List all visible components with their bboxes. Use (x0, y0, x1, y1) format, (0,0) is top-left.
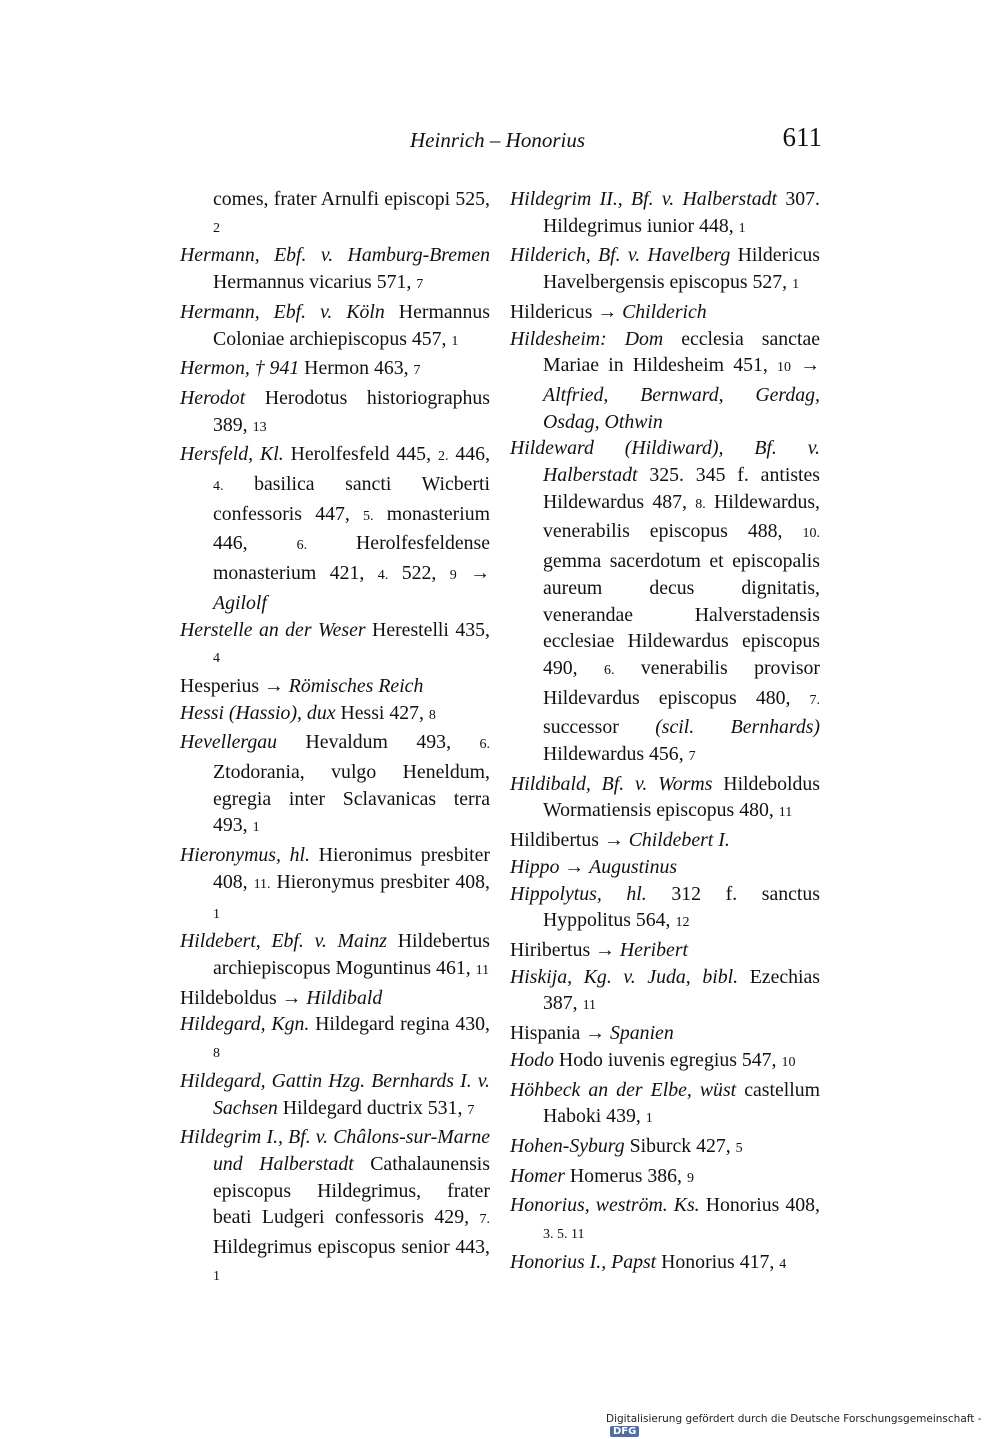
line-reference: 1 (738, 220, 746, 236)
entry-text: Hodo iuvenis egregius 547, (553, 1048, 782, 1071)
entry-text: Hermannus Coloniae archiepiscopus 457, (213, 300, 490, 350)
index-entry (510, 326, 820, 436)
index-entry (180, 1011, 490, 1067)
line-reference: 6. (604, 662, 615, 678)
line-reference: 1 (645, 1111, 653, 1127)
page-header (180, 122, 822, 162)
line-reference: 8 (428, 707, 436, 723)
entry-heading-italic: Hodo (510, 1048, 554, 1071)
entry-text: Hildeboldus → (180, 986, 307, 1009)
entry-text: Hermon 463, (299, 357, 414, 380)
entry-text: Cathalaunensis episcopus Hildegrimus, frater beati Ludgeri confessoris 429, (213, 1152, 490, 1229)
entry-heading-italic: Hermann, Ebf. v. Köln (180, 300, 385, 323)
index-entry (510, 771, 820, 827)
entry-heading-italic: Hildebert, Ebf. v. Mainz (180, 930, 387, 953)
entry-heading-italic: Hildibald, Bf. v. Worms (510, 772, 713, 795)
entry-text: monasterium 446, (213, 502, 490, 555)
entry-text: basilica sancti Wicberti confessoris 447, (213, 473, 490, 525)
entry-text: ecclesia sanctae Mariae in Hildesheim 451, (543, 327, 821, 377)
funding-text: Digitalisierung gefördert durch die Deutsche Forschungsgemeinschaft - (606, 1413, 982, 1425)
entry-heading-italic: Hildesheim: Dom (510, 327, 664, 350)
line-reference: 8 (213, 1046, 220, 1062)
entry-heading-italic: Augustinus (589, 855, 678, 878)
entry-text: Hieronymus presbiter 408, (270, 870, 490, 893)
index-entry (180, 700, 490, 730)
entry-heading-italic: Childebert I. (628, 829, 730, 852)
entry-text: successor (543, 716, 656, 739)
entry-text: 522, (388, 562, 450, 585)
line-reference: 4 (779, 1256, 787, 1272)
entry-text: Hiribertus → (510, 938, 620, 961)
index-entry (180, 242, 490, 298)
entry-text: gemma sacerdotum et episcopalis aureum decus dignitatis, venerandae Halverstadensis ecclesiae Hildewardus episcopus 490, (543, 550, 820, 679)
entry-text: Hispania → (510, 1022, 610, 1045)
entry-heading-italic: Herstelle an der Weser (180, 618, 366, 641)
entry-heading-italic: Hiskija, Kg. v. Juda, bibl. (510, 965, 739, 988)
entry-text: Ezechias 387, (543, 965, 820, 1015)
entry-heading-italic: Hevellergau (180, 731, 278, 754)
index-entry (510, 1192, 820, 1248)
index-entry (180, 186, 490, 242)
entry-text: → (456, 562, 490, 585)
line-reference: 9 (449, 568, 457, 584)
funding-notice (606, 1413, 1000, 1437)
entry-text: 312 f. sanctus Hyppolitus 564, (543, 882, 820, 932)
entry-text: Hildeboldus Wormatiensis episcopus 480, (543, 772, 820, 822)
entry-heading-italic: Hildibald (306, 986, 383, 1009)
index-entry (180, 1124, 490, 1290)
line-reference: 1 (451, 333, 459, 349)
index-entry (510, 854, 820, 881)
entry-heading-italic: Honorius I., Papst (510, 1250, 657, 1273)
line-reference: 10. (802, 526, 820, 542)
entry-text: Hildewardus, venerabilis episcopus 488, (543, 490, 820, 543)
entry-text: 325. 345 f. antistes Hildewardus 487, (543, 464, 820, 513)
entry-text: Hildericus Havelbergensis episcopus 527, (543, 244, 820, 294)
entry-heading-italic: Childerich (622, 300, 707, 323)
entry-text: Herolfesfeld 445, (283, 443, 438, 466)
entry-heading-italic: Hildeward (Hildiward), Bf. v. Halberstadt (510, 437, 820, 487)
line-reference: 4. (377, 568, 389, 584)
entry-heading-italic: Hildegrim I., Bf. v. Châlons-sur-Marne und Halberstadt (180, 1126, 490, 1175)
entry-text: Homerus 386, (564, 1164, 687, 1187)
line-reference: 4. (213, 479, 224, 495)
index-entry (510, 881, 820, 937)
entry-text: Hessi 427, (335, 701, 429, 724)
index-column-right (510, 186, 820, 1278)
line-reference: 4 (213, 651, 220, 667)
entry-text: Hildewardus 456, (543, 743, 689, 766)
index-entry (510, 1047, 820, 1077)
entry-text: castellum Haboki 439, (543, 1078, 820, 1128)
page-number: 611 (782, 122, 822, 152)
entry-text: Honorius 417, (656, 1250, 780, 1273)
index-entry (180, 673, 490, 700)
entry-heading-italic: Hildegard, Kgn. (180, 1013, 310, 1036)
index-entry (180, 355, 490, 385)
entry-text: Ztodorania, vulgo Heneldum, egregia inter Sclavanicas terra 493, (213, 761, 490, 837)
entry-text: Hieronimus presbiter 408, (213, 844, 491, 893)
entry-heading-italic: (scil. Bernhards) (655, 716, 820, 739)
line-reference: 10 (781, 1054, 796, 1070)
index-entry (180, 928, 490, 984)
entry-heading-italic: Hippolytus, hl. (510, 882, 647, 905)
index-entry (510, 299, 820, 326)
line-reference: 13 (252, 419, 267, 435)
entry-heading-italic: Hieronymus, hl. (180, 844, 310, 867)
line-reference: 3. 5. 11 (543, 1227, 585, 1243)
entry-heading-italic: Hildegard, Gattin Hzg. Bernhards I. v. Sachsen (180, 1069, 490, 1119)
index-entry (510, 937, 820, 964)
line-reference: 1 (792, 277, 800, 293)
entry-text: Hildibertus → (510, 829, 629, 852)
entry-text: Hevaldum 493, (277, 731, 480, 754)
line-reference: 5. (363, 508, 374, 524)
dfg-logo: DFG (610, 1426, 639, 1437)
entry-text: comes, frater Arnulfi episcopi 525, (213, 188, 490, 210)
index-entry (180, 441, 490, 616)
entry-heading-italic: Heribert (619, 938, 689, 961)
line-reference: 9 (686, 1170, 694, 1186)
line-reference: 7. (809, 692, 820, 708)
entry-text: Honorius 408, (699, 1194, 821, 1217)
line-reference: 11 (475, 962, 490, 978)
line-reference: 7. (479, 1212, 490, 1228)
entry-text: 446, (448, 443, 491, 466)
line-reference: 7 (413, 363, 421, 379)
entry-heading-italic: Höhbeck an der Elbe, wüst (510, 1078, 737, 1101)
entry-text: Siburck 427, (624, 1134, 736, 1157)
index-entry (510, 1077, 820, 1133)
index-entry (510, 1163, 820, 1193)
index-entry (180, 617, 490, 673)
entry-text: Hesperius → (180, 674, 289, 697)
index-entry (510, 827, 820, 854)
index-entry (510, 242, 820, 298)
line-reference: 11 (582, 998, 597, 1014)
entry-heading-italic: Spanien (610, 1022, 674, 1045)
index-entry (510, 186, 820, 242)
index-entry (180, 385, 490, 441)
entry-text: Hermannus vicarius 571, (213, 271, 417, 294)
entry-text: Herestelli 435, (365, 618, 490, 641)
line-reference: 7 (467, 1102, 475, 1118)
index-entry (510, 1020, 820, 1047)
entry-heading-italic: Hohen-Syburg (510, 1134, 625, 1157)
line-reference: 7 (688, 749, 696, 765)
entry-text: Hildegard ductrix 531, (277, 1096, 468, 1119)
entry-heading-italic: Herodot (180, 386, 246, 409)
line-reference: 1 (213, 1268, 220, 1284)
line-reference: 8. (695, 496, 706, 512)
entry-heading-italic: Römisches Reich (288, 674, 424, 697)
line-reference: 2 (213, 220, 220, 236)
entry-text: → (559, 855, 590, 878)
entry-heading-italic: Hermon, † 941 (180, 357, 300, 380)
line-reference: 11. (253, 876, 271, 892)
line-reference: 1 (213, 906, 220, 922)
line-reference: 6. (296, 538, 308, 554)
entry-heading-italic: Hildegrim II., Bf. v. Halberstadt (510, 188, 778, 210)
entry-text: Hildegrimus episcopus senior 443, (213, 1236, 490, 1259)
entry-heading-italic: Homer (510, 1164, 565, 1187)
line-reference: 5 (735, 1140, 743, 1156)
entry-text: Hildebertus archiepiscopus Moguntinus 461, (213, 930, 490, 979)
line-reference: 1 (252, 820, 260, 836)
entry-text: → (791, 354, 820, 377)
entry-text: venerabilis provisor Hildevardus episcopus 480, (543, 656, 821, 709)
entry-heading-italic: Hippo (510, 855, 560, 878)
entry-heading-italic: Altfried, Bernward, Gerdag, Osdag, Othwin (543, 383, 820, 433)
index-entry (180, 299, 490, 355)
index-entry (510, 435, 820, 770)
index-column-left (180, 186, 490, 1290)
running-title: Heinrich – Honorius (410, 128, 585, 152)
line-reference: 7 (416, 277, 424, 293)
entry-heading-italic: Hersfeld, Kl. (180, 443, 284, 466)
index-entry (180, 842, 490, 928)
index-entry (180, 729, 490, 842)
entry-heading-italic: Hermann, Ebf. v. Hamburg-Bremen (180, 244, 490, 267)
entry-text: 307. Hildegrimus iunior 448, (543, 188, 820, 237)
entry-text: Herodotus historiographus 389, (213, 386, 490, 436)
line-reference: 2. (437, 449, 449, 465)
entry-text: Hildericus → (510, 300, 623, 323)
index-entry (510, 964, 820, 1020)
index-entry (180, 985, 490, 1012)
index-entry (510, 1133, 820, 1163)
entry-heading-italic: Hessi (Hassio), dux (180, 701, 336, 724)
entry-text: Herolfesfeldense monasterium 421, (213, 532, 491, 585)
line-reference: 12 (675, 915, 690, 931)
index-entry (510, 1249, 820, 1279)
line-reference: 6. (479, 737, 490, 753)
entry-heading-italic: Honorius, weström. Ks. (510, 1194, 700, 1217)
entry-heading-italic: Hilderich, Bf. v. Havelberg (510, 244, 731, 267)
entry-heading-italic: Agilolf (213, 591, 267, 614)
index-entry (180, 1068, 490, 1124)
line-reference: 11 (778, 805, 793, 821)
entry-text: Hildegard regina 430, (309, 1013, 490, 1036)
line-reference: 10 (777, 360, 792, 376)
